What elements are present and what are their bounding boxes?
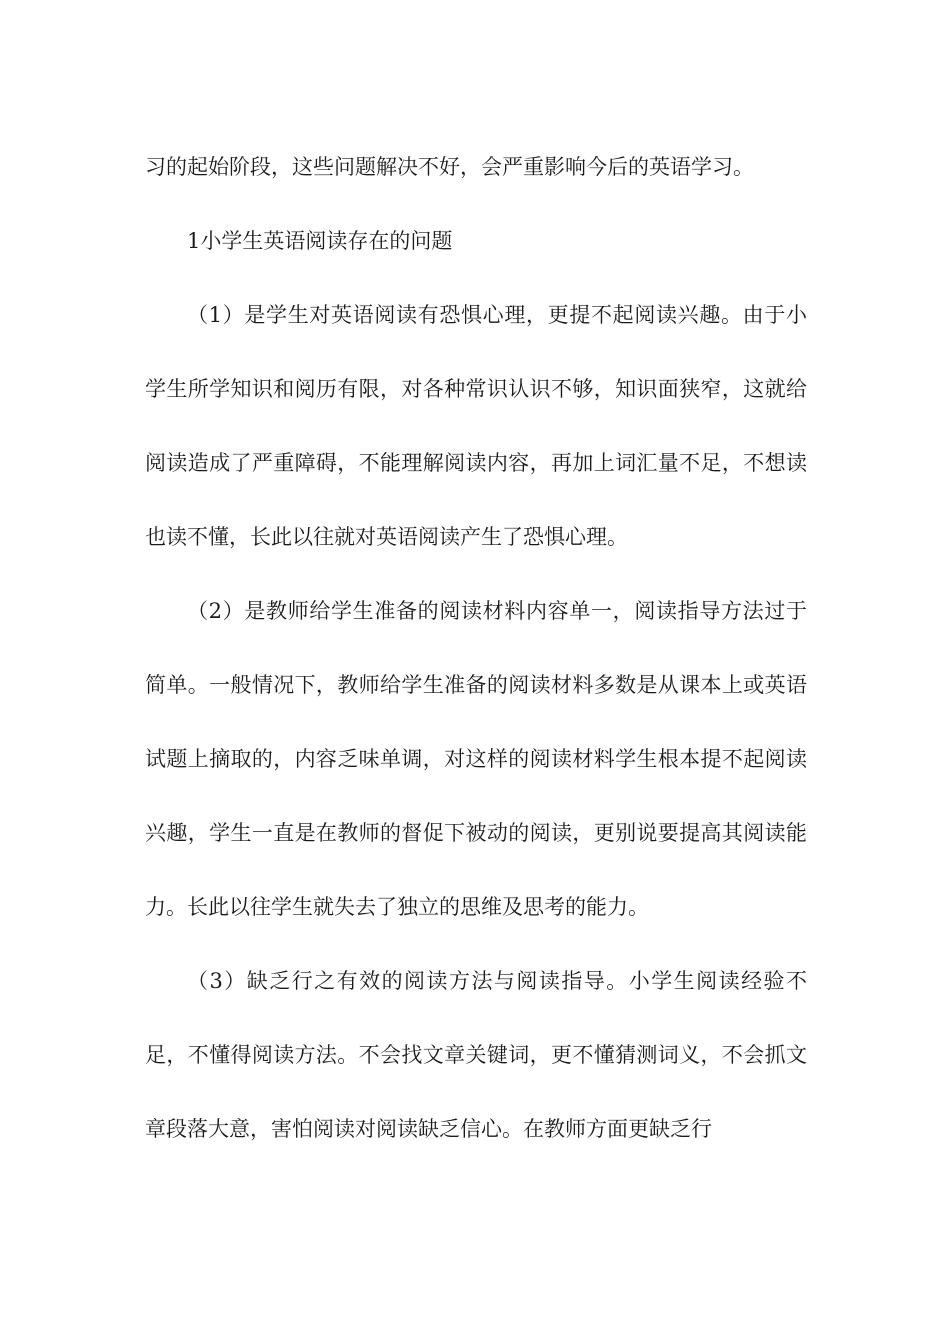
paragraph-issue-1: （1）是学生对英语阅读有恐惧心理，更提不起阅读兴趣。由于小学生所学知识和阅历有限，对各种常识认识不够，知识面狭窄，这就给阅读造成了严重障碍，不能理解阅读内容，再加上词汇量不足，不想读也读不懂，长此以往就对英语阅读产生了恐惧心理。: [145, 303, 807, 549]
paragraph-issue-3: （3）缺乏行之有效的阅读方法与阅读指导。小学生阅读经验不足，不懂得阅读方法。不会找文章关键词，更不懂猜测词义，不会抓文章段落大意，害怕阅读对阅读缺乏信心。在教师方面更缺乏行: [145, 969, 807, 1141]
section-heading: 1小学生英语阅读存在的问题: [187, 229, 453, 253]
paragraph-continuation: 习的起始阶段，这些问题解决不好，会严重影响今后的英语学习。: [145, 155, 754, 179]
paragraph-issue-2: （2）是教师给学生准备的阅读材料内容单一，阅读指导方法过于简单。一般情况下，教师给学生准备的阅读材料多数是从课本上或英语试题上摘取的，内容乏味单调，对这样的阅读材料学生根本提不起阅读兴趣，学生一直是在教师的督促下被动的阅读，更别说要提高其阅读能力。长此以往学生就失去了独立的思维及思考的能力。: [145, 599, 807, 919]
document-body: [145, 130, 807, 1166]
